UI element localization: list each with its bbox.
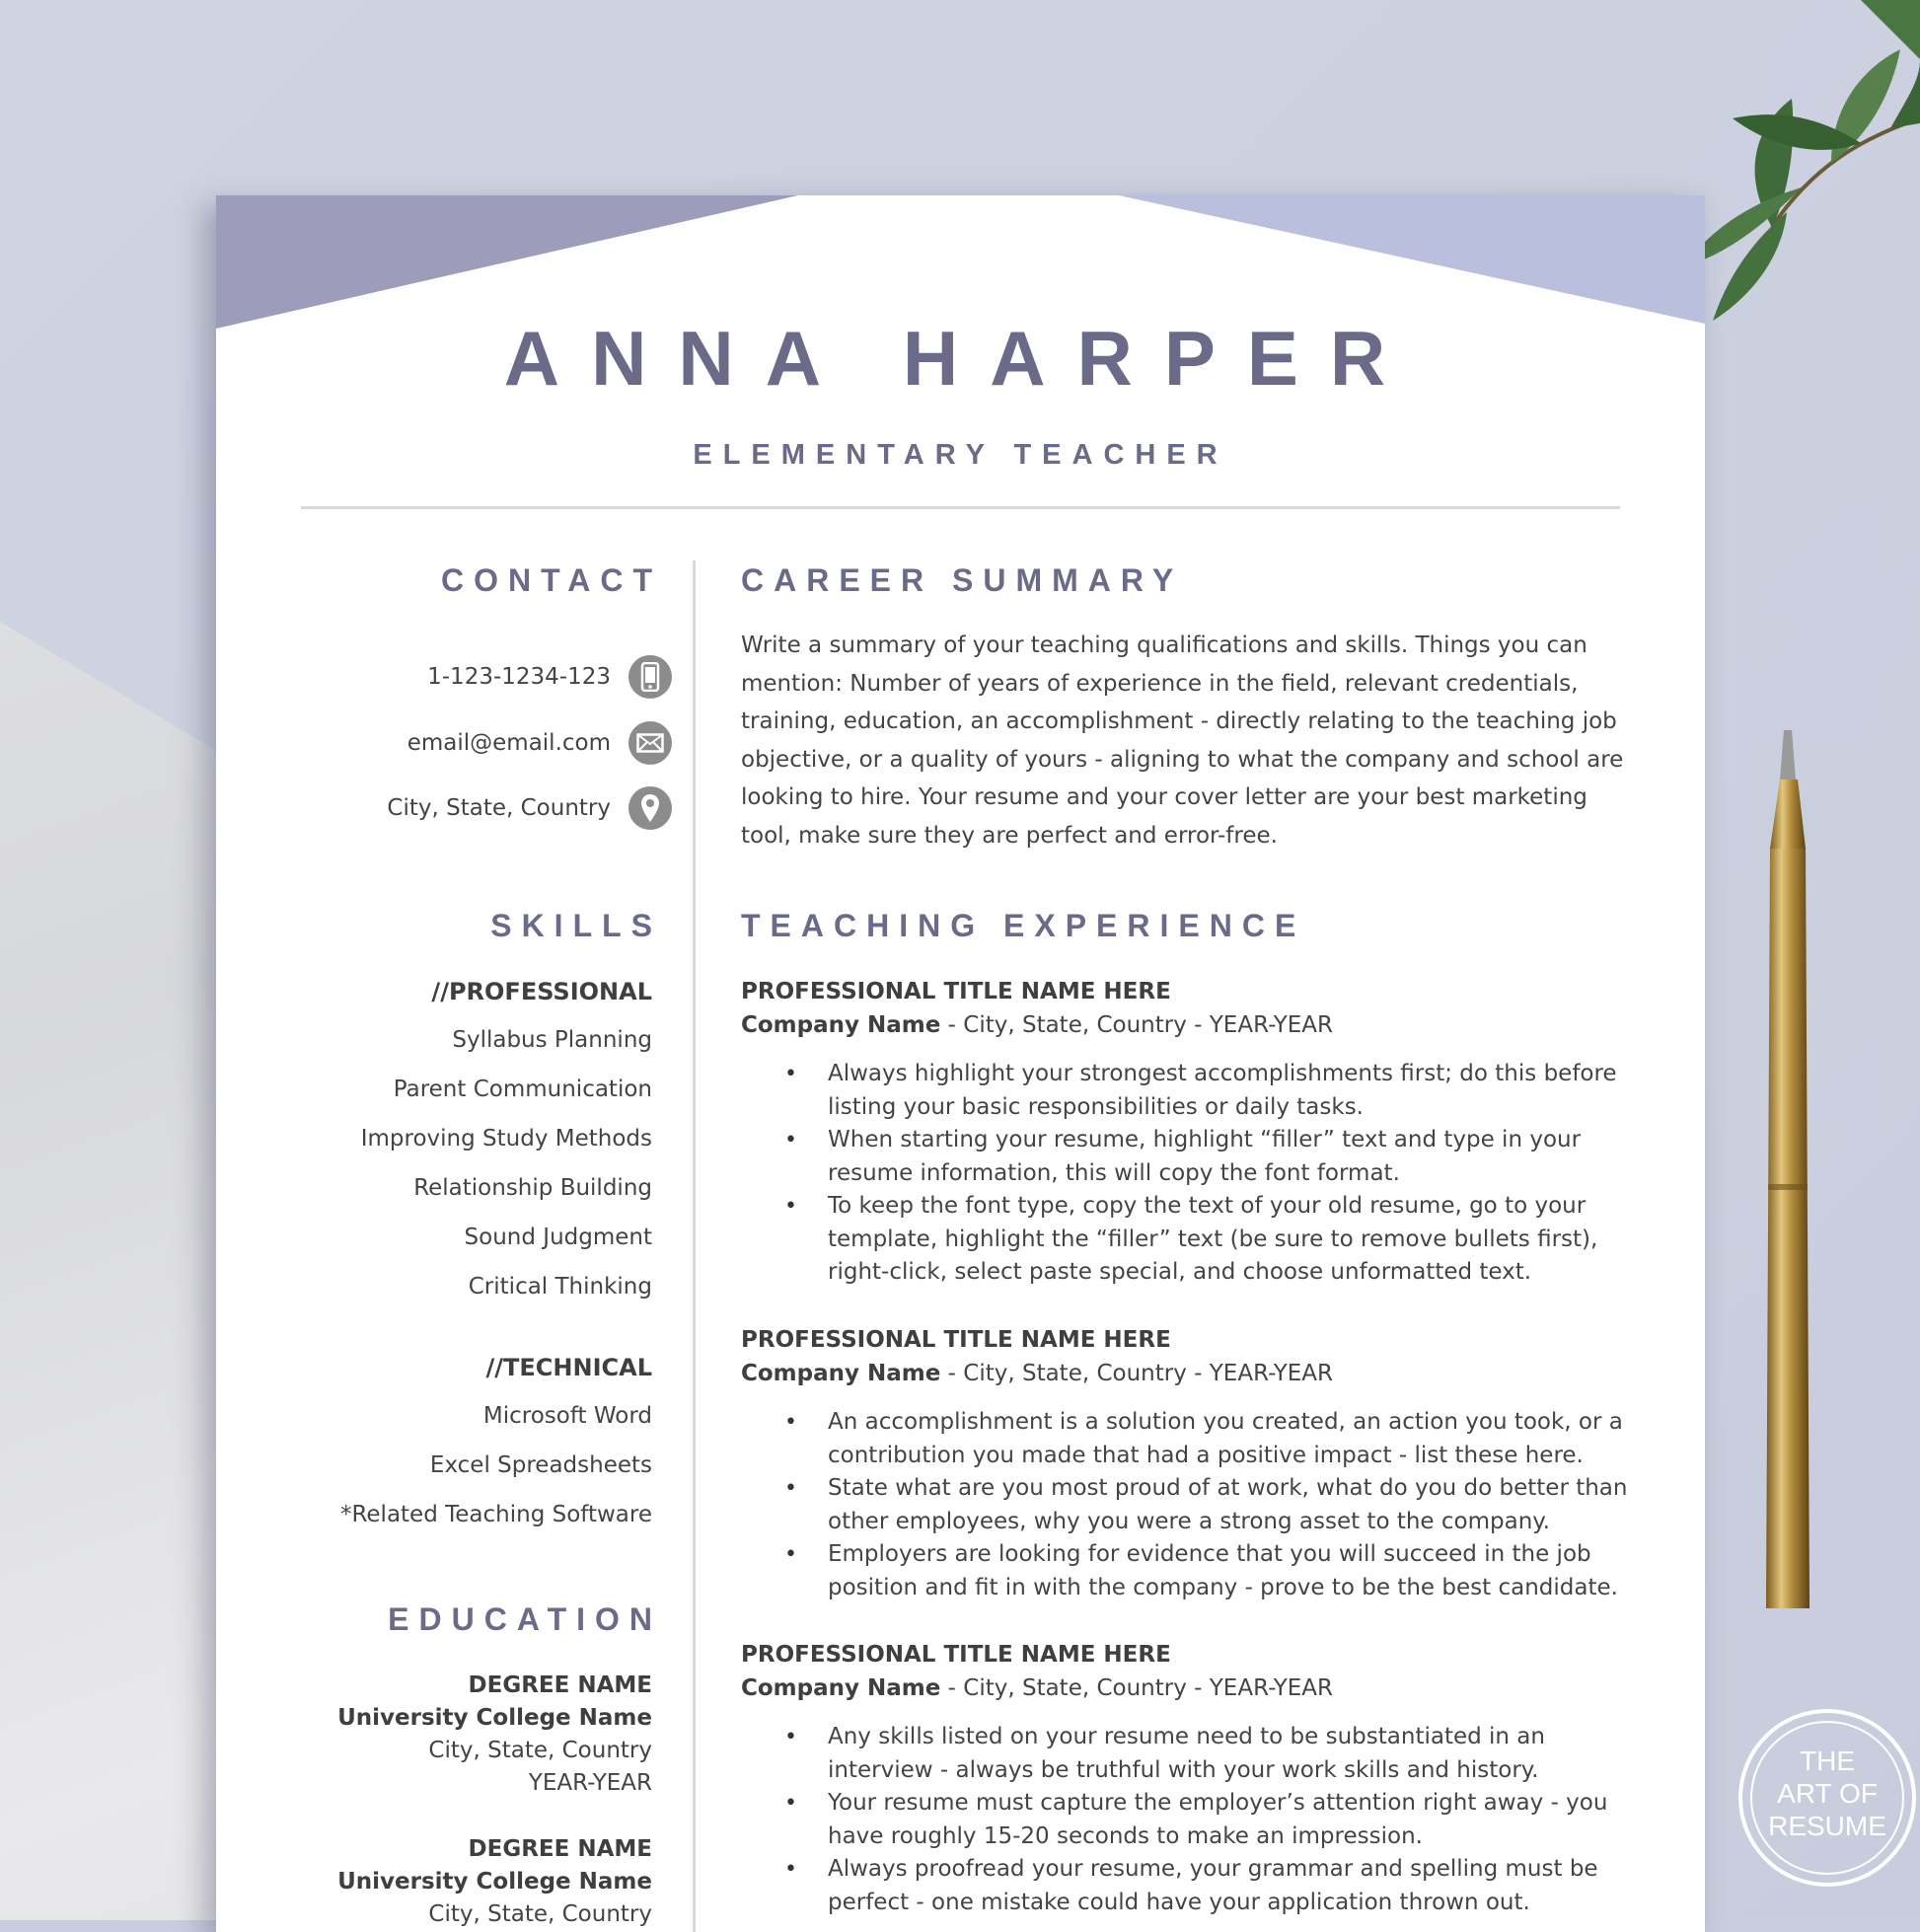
- career-summary-text: Write a summary of your teaching qualifications and skills. Things you can mention: Number of years of experience in the field, relevant credentials, training, education, an accomplishment - directly relating to the teaching job objective, or a quality of yours - aligning to what the company and school are looking to hire. Your resume and your cover letter are your best marketing tool, make sure they are perfect and error-free.: [741, 632, 1624, 849]
- experience-entry: [741, 1638, 1629, 1919]
- skill-item: Syllabus Planning: [452, 1027, 652, 1053]
- experience-entry: [741, 975, 1629, 1290]
- teaching-experience-heading: TEACHING EXPERIENCE: [741, 908, 1306, 943]
- logo-line: ART OF: [1777, 1778, 1878, 1809]
- contact-heading: CONTACT: [440, 562, 662, 598]
- logo-ring: [1750, 1721, 1904, 1875]
- school-location: City, State, Country: [428, 1738, 652, 1763]
- job-title: ELEMENTARY TEACHER: [693, 439, 1228, 471]
- bullet-list: [741, 1058, 1629, 1290]
- bullet-item: • Any skills listed on your resume need to be substantiated in an interview - always be truthful with your work skills and history.: [828, 1721, 1629, 1787]
- contact-phone: [427, 654, 672, 700]
- experience-entry: [741, 1323, 1629, 1604]
- school-name: University College Name: [337, 1705, 652, 1731]
- skill-item: Critical Thinking: [468, 1274, 652, 1300]
- bullet-list: [741, 1406, 1629, 1604]
- email-icon: [628, 721, 672, 765]
- column-divider: [693, 560, 696, 1932]
- position-title: PROFESSIONAL TITLE NAME HERE: [741, 1327, 1171, 1353]
- bullet-item: • To keep the font type, copy the text of your old resume, go to your template, highlight the “filler” text (be sure to remove bullets first), right-click, select paste special, and choose unformatted text.: [828, 1190, 1629, 1290]
- header-band: [216, 195, 1705, 329]
- phone-text: 1-123-1234-123: [427, 664, 611, 690]
- contact-email: [407, 720, 672, 766]
- education-heading: EDUCATION: [388, 1601, 662, 1637]
- technical-skills-heading: //TECHNICAL: [485, 1354, 652, 1381]
- skill-item: Microsoft Word: [482, 1403, 652, 1429]
- education-entry: [337, 1833, 652, 1931]
- company-line: [741, 1008, 1629, 1042]
- skill-item: *Related Teaching Software: [339, 1502, 652, 1527]
- logo-line: RESUME: [1768, 1811, 1886, 1841]
- school-name: University College Name: [337, 1869, 652, 1895]
- skill-item: Parent Communication: [393, 1077, 652, 1102]
- bullet-item: • Always proofread your resume, your grammar and spelling must be perfect - one mistake could have your application thrown out.: [828, 1853, 1629, 1919]
- school-location: City, State, Country: [428, 1901, 652, 1927]
- position-title: PROFESSIONAL TITLE NAME HERE: [741, 1642, 1171, 1668]
- degree-name: DEGREE NAME: [468, 1672, 652, 1698]
- company-line: [741, 1357, 1629, 1390]
- bullet-list: [741, 1721, 1629, 1919]
- company-name: Company Name: [741, 1012, 941, 1038]
- bullet-item: • Always highlight your strongest accomplishments first; do this before listing your basic responsibilities or daily tasks.: [828, 1058, 1629, 1124]
- gold-pen-decoration: [1746, 720, 1835, 1618]
- skills-heading: SKILLS: [490, 908, 662, 943]
- company-name: Company Name: [741, 1675, 941, 1701]
- school-years: YEAR-YEAR: [528, 1770, 652, 1796]
- bullet-item: • State what are you most proud of at work, what do you do better than other employees, why you were a strong asset to the company.: [828, 1472, 1629, 1538]
- degree-name: DEGREE NAME: [468, 1836, 652, 1862]
- skill-item: Sound Judgment: [464, 1225, 652, 1250]
- skill-item: Relationship Building: [413, 1175, 652, 1201]
- company-details: - City, State, Country - YEAR-YEAR: [940, 1675, 1333, 1701]
- resume-page: [216, 195, 1705, 1932]
- contact-location: [387, 785, 672, 831]
- applicant-name: ANNA HARPER: [503, 315, 1418, 402]
- position-title: PROFESSIONAL TITLE NAME HERE: [741, 979, 1171, 1004]
- brand-logo: [1738, 1709, 1916, 1887]
- bullet-item: • When starting your resume, highlight “filler” text and type in your resume information, this will copy the font format.: [828, 1124, 1629, 1190]
- bullet-item: • Your resume must capture the employer’s attention right away - you have roughly 15-20 seconds to make an impression.: [828, 1787, 1629, 1853]
- skill-item: Excel Spreadsheets: [429, 1452, 652, 1478]
- location-text: City, State, Country: [387, 795, 611, 821]
- company-details: - City, State, Country - YEAR-YEAR: [940, 1361, 1333, 1386]
- bullet-item: • An accomplishment is a solution you created, an action you took, or a contribution you made that had a positive impact - list these here.: [828, 1406, 1629, 1472]
- phone-icon: [628, 655, 672, 699]
- career-summary-heading: CAREER SUMMARY: [741, 562, 1184, 598]
- skill-item: Improving Study Methods: [360, 1126, 652, 1152]
- professional-skills-heading: //PROFESSIONAL: [431, 978, 652, 1005]
- company-details: - City, State, Country - YEAR-YEAR: [940, 1012, 1333, 1038]
- bullet-item: • Employers are looking for evidence that you will succeed in the job position and fit in with the company - prove to be the best candidate.: [828, 1538, 1629, 1604]
- email-text: email@email.com: [406, 730, 611, 756]
- education-entry: [337, 1670, 652, 1800]
- company-name: Company Name: [741, 1361, 941, 1386]
- logo-line: THE: [1800, 1746, 1855, 1776]
- company-line: [741, 1672, 1629, 1705]
- header-divider: [301, 506, 1620, 509]
- location-pin-icon: [628, 786, 672, 830]
